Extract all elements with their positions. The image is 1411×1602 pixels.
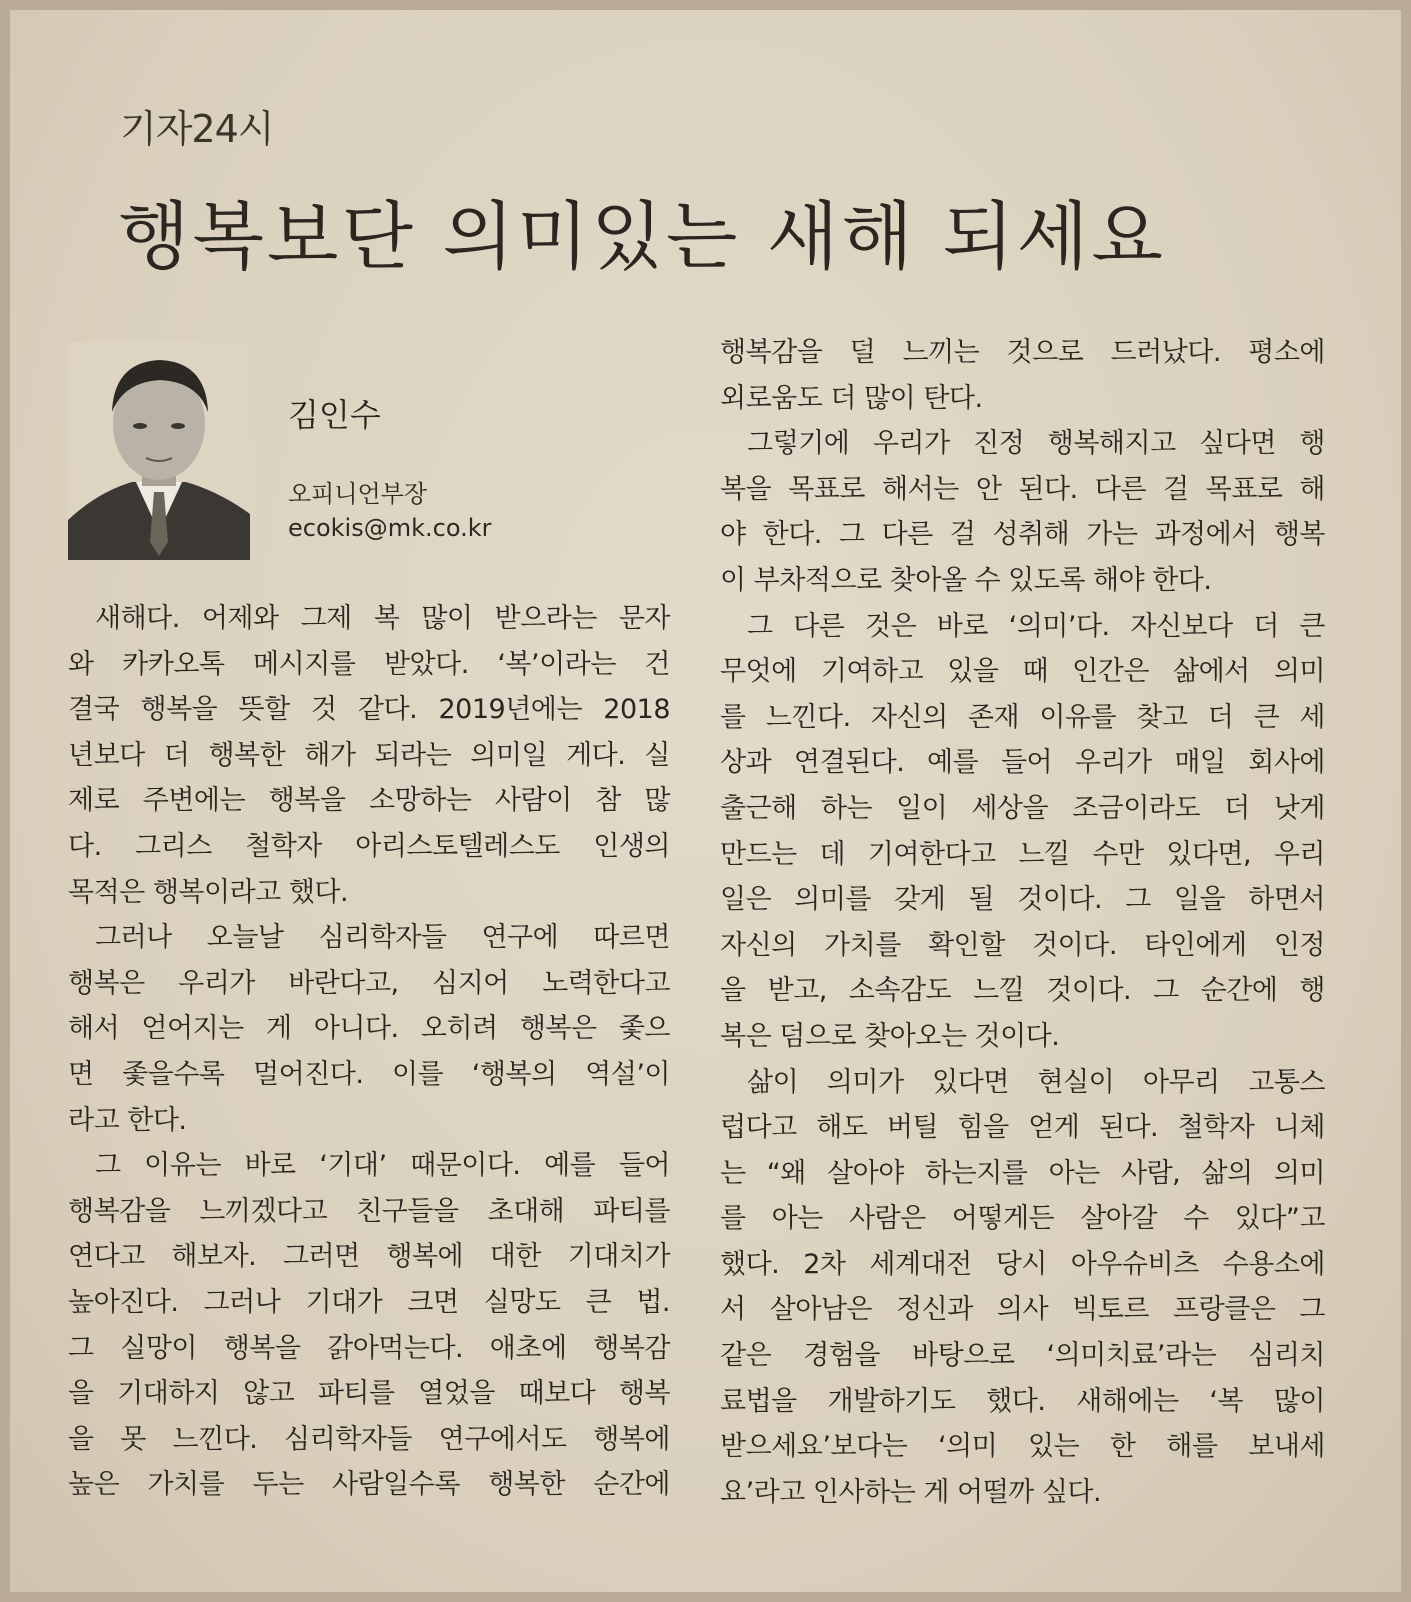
author-email: ecokis@mk.co.kr bbox=[288, 514, 492, 542]
text-line: 만드는 데 기여한다고 느낄 수만 있다면, 우리 bbox=[720, 838, 1325, 870]
text-line: 했다. 2차 세계대전 당시 아우슈비츠 수용소에 bbox=[720, 1248, 1325, 1280]
text-line: 목적은 행복이라고 했다. bbox=[68, 876, 349, 908]
text-line: 그 이유는 바로 ‘기대’ 때문이다. 예를 들어 bbox=[95, 1150, 670, 1182]
text-line: 높은 가치를 두는 사람일수록 행복한 순간에 bbox=[68, 1469, 670, 1501]
text-line: 행복은 우리가 바란다고, 심지어 노력한다고 bbox=[68, 967, 670, 999]
text-line: 이 부차적으로 찾아올 수 있도록 해야 한다. bbox=[720, 564, 1212, 596]
text-line: 료법을 개발하기도 했다. 새해에는 ‘복 많이 bbox=[720, 1385, 1325, 1417]
text-line: 다. 그리스 철학자 아리스토텔레스도 인생의 bbox=[68, 830, 670, 862]
text-line: 는 “왜 살아야 하는지를 아는 사람, 삶의 의미 bbox=[720, 1157, 1325, 1189]
text-line: 와 카카오톡 메시지를 받았다. ‘복’이라는 건 bbox=[68, 648, 670, 680]
text-line: 출근해 하는 일이 세상을 조금이라도 더 낫게 bbox=[720, 792, 1325, 824]
text-line: 새해다. 어제와 그제 복 많이 받으라는 문자 bbox=[95, 603, 670, 634]
text-line: 일은 의미를 갖게 될 것이다. 그 일을 하면서 bbox=[720, 884, 1325, 916]
text-line: 그 실망이 행복을 갉아먹는다. 애초에 행복감 bbox=[68, 1332, 670, 1364]
text-line: 를 느낀다. 자신의 존재 이유를 찾고 더 큰 세 bbox=[720, 701, 1325, 733]
text-line: 행복감을 느끼겠다고 친구들을 초대해 파티를 bbox=[68, 1195, 670, 1227]
text-line: 그렇기에 우리가 진정 행복해지고 싶다면 행 bbox=[747, 428, 1325, 460]
newspaper-clipping bbox=[10, 10, 1401, 1592]
text-line: 높아진다. 그러나 기대가 크면 실망도 큰 법. bbox=[68, 1286, 670, 1318]
section-label: 기자24시 bbox=[120, 107, 274, 151]
text-line: 야 한다. 그 다른 걸 성취해 가는 과정에서 행복 bbox=[720, 519, 1325, 551]
text-line: 년보다 더 행복한 해가 되라는 의미일 게다. 실 bbox=[68, 739, 670, 771]
text-line: 복은 덤으로 찾아오는 것이다. bbox=[720, 1020, 1060, 1052]
text-line: 럽다고 해도 버틸 힘을 얻게 된다. 철학자 니체 bbox=[720, 1112, 1325, 1144]
text-line: 상과 연결된다. 예를 들어 우리가 매일 회사에 bbox=[720, 747, 1325, 779]
text-line: 같은 경험을 바탕으로 ‘의미치료’라는 심리치 bbox=[720, 1340, 1325, 1372]
text-line: 무엇에 기여하고 있을 때 인간은 삶에서 의미 bbox=[720, 656, 1325, 688]
author-title: 오피니언부장 bbox=[288, 480, 428, 508]
text-line: 을 받고, 소속감도 느낄 것이다. 그 순간에 행 bbox=[720, 975, 1325, 1007]
text-line: 면 좇을수록 멀어진다. 이를 ‘행복의 역설’이 bbox=[68, 1058, 670, 1090]
text-line: 제로 주변에는 행복을 소망하는 사람이 참 많 bbox=[68, 785, 670, 817]
text-line: 삶이 의미가 있다면 현실이 아무리 고통스 bbox=[747, 1066, 1325, 1098]
text-line: 결국 행복을 뜻할 것 같다. 2019년에는 2018 bbox=[68, 694, 670, 726]
text-line: 을 못 느낀다. 심리학자들 연구에서도 행복에 bbox=[68, 1423, 670, 1455]
text-line: 을 기대하지 않고 파티를 열었을 때보다 행복 bbox=[68, 1378, 670, 1410]
text-line: 받으세요’보다는 ‘의미 있는 한 해를 보내세 bbox=[720, 1431, 1325, 1463]
text-line: 해서 얻어지는 게 아니다. 오히려 행복은 좇으 bbox=[68, 1013, 670, 1045]
text-line: 를 아는 사람은 어떻게든 살아갈 수 있다”고 bbox=[720, 1203, 1325, 1235]
text-line: 자신의 가치를 확인할 것이다. 타인에게 인정 bbox=[720, 929, 1325, 961]
text-line: 그러나 오늘날 심리학자들 연구에 따르면 bbox=[95, 922, 670, 954]
text-line: 그 다른 것은 바로 ‘의미’다. 자신보다 더 큰 bbox=[747, 610, 1325, 642]
article-column-right bbox=[720, 330, 1325, 1515]
text-line: 행복감을 덜 느끼는 것으로 드러났다. 평소에 bbox=[720, 337, 1325, 368]
text-line: 라고 한다. bbox=[68, 1104, 187, 1136]
text-line: 요’라고 인사하는 게 어떨까 싶다. bbox=[720, 1476, 1102, 1508]
text-line: 서 살아남은 정신과 의사 빅토르 프랑클은 그 bbox=[720, 1294, 1325, 1326]
author-photo bbox=[68, 342, 250, 560]
text-line: 복을 목표로 해서는 안 된다. 다른 걸 목표로 해 bbox=[720, 473, 1325, 505]
article-column-left bbox=[68, 596, 670, 1508]
headline: 행복보단 의미있는 새해 되세요 bbox=[118, 194, 1166, 280]
text-line: 연다고 해보자. 그러면 행복에 대한 기대치가 bbox=[68, 1241, 670, 1273]
text-line: 외로움도 더 많이 탄다. bbox=[720, 382, 983, 414]
author-name: 김인수 bbox=[288, 396, 381, 434]
